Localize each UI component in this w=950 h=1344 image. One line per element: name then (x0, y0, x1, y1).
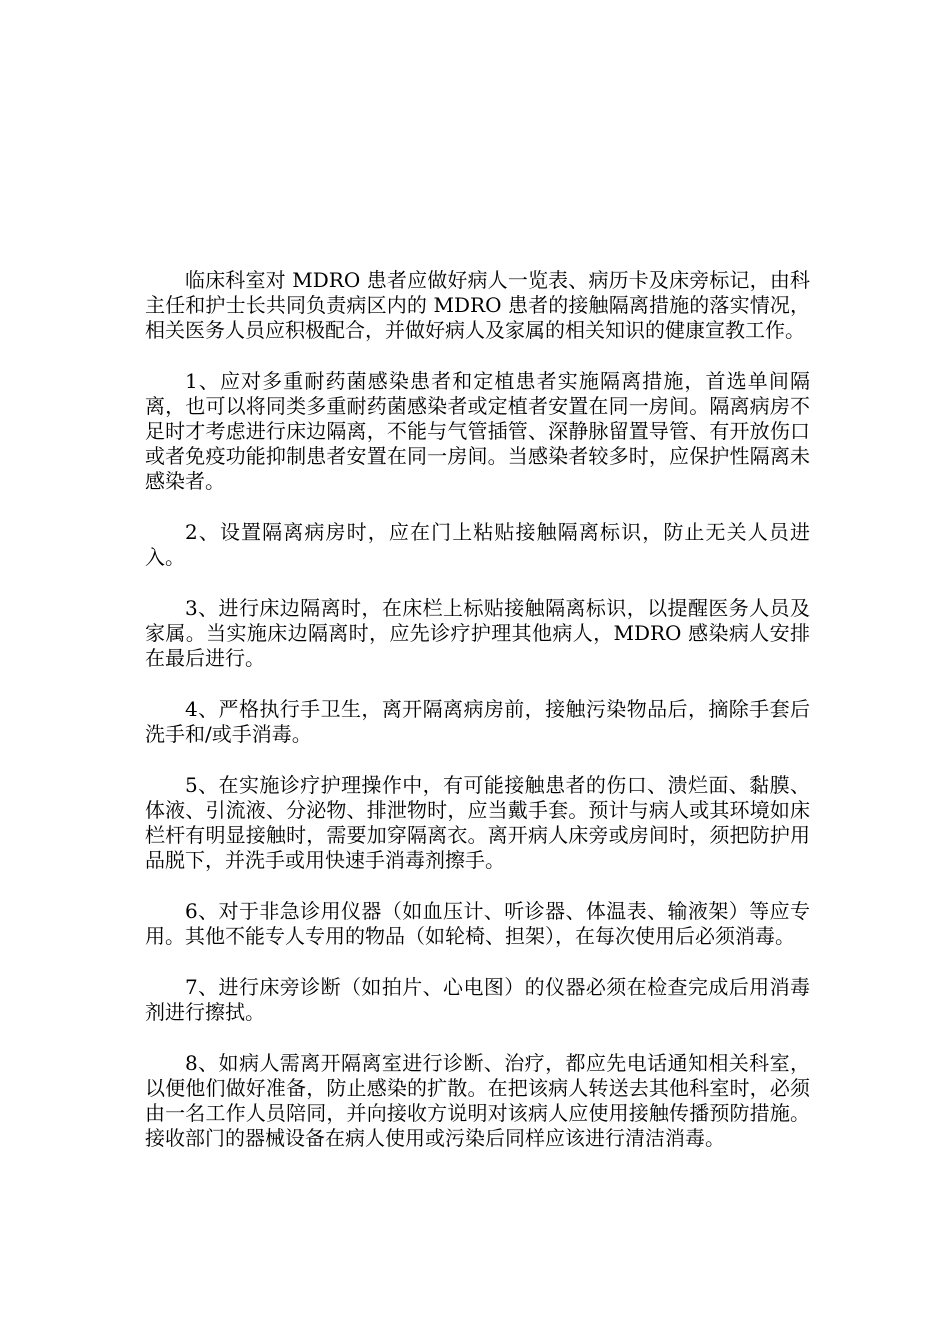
paragraph-2: 2、设置隔离病房时，应在门上粘贴接触隔离标识，防止无关人员进入。 (145, 520, 810, 569)
paragraph-6: 6、对于非急诊用仪器（如血压计、听诊器、体温表、输液架）等应专用。其他不能专人专用的物品（如轮椅、担架），在每次使用后必须消毒。 (145, 899, 810, 948)
paragraph-3: 3、进行床边隔离时，在床栏上标贴接触隔离标识，以提醒医务人员及家属。当实施床边隔离时，应先诊疗护理其他病人，MDRO 感染病人安排在最后进行。 (145, 596, 810, 670)
paragraph-8: 8、如病人需离开隔离室进行诊断、治疗，都应先电话通知相关科室，以便他们做好准备，防止感染的扩散。在把该病人转送去其他科室时，必须由一名工作人员陪同，并向接收方说明对该病人应使用接触传播预防措施。接收部门的器械设备在病人使用或污染后同样应该进行清洁消毒。 (145, 1051, 810, 1150)
paragraph-intro: 临床科室对 MDRO 患者应做好病人一览表、病历卡及床旁标记，由科主任和护士长共同负责病区内的 MDRO 患者的接触隔离措施的落实情况，相关医务人员应积极配合，并做好病人及家属的相关知识的健康宣教工作。 (145, 268, 810, 342)
paragraph-7: 7、进行床旁诊断（如拍片、心电图）的仪器必须在检查完成后用消毒剂进行擦拭。 (145, 975, 810, 1024)
paragraph-4: 4、严格执行手卫生，离开隔离病房前，接触污染物品后，摘除手套后洗手和/或手消毒。 (145, 697, 810, 746)
document-body (145, 268, 810, 1151)
paragraph-5: 5、在实施诊疗护理操作中，有可能接触患者的伤口、溃烂面、黏膜、体液、引流液、分泌物、排泄物时，应当戴手套。预计与病人或其环境如床栏杆有明显接触时，需要加穿隔离衣。离开病人床旁或房间时，须把防护用品脱下，并洗手或用快速手消毒剂擦手。 (145, 773, 810, 872)
paragraph-1: 1、应对多重耐药菌感染患者和定植患者实施隔离措施，首选单间隔离，也可以将同类多重耐药菌感染者或定植者安置在同一房间。隔离病房不足时才考虑进行床边隔离，不能与气管插管、深静脉留置导管、有开放伤口或者免疫功能抑制患者安置在同一房间。当感染者较多时，应保护性隔离未感染者。 (145, 369, 810, 493)
